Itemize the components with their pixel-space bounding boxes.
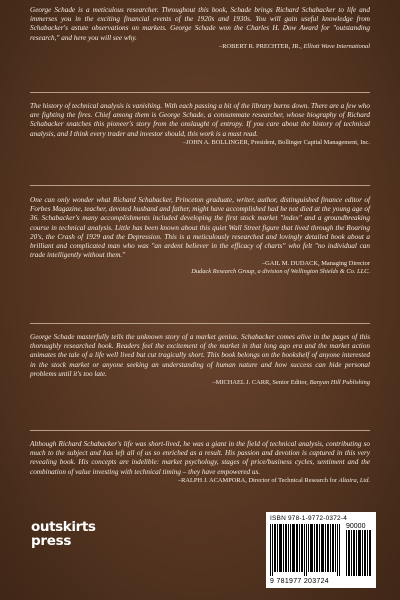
testimonial-text: Although Richard Schabacker's life was short-lived, he was a giant in the field of technical analysis, contributing so much to the subject and has left all of us so enriched as a result. His passion and devotion is captured in this very revealing book. His concepts are indelible: market psychology, stages of price/business cycles, sentiment and the combination of value investing with technical timing – they have empowered us.: [30, 440, 370, 476]
barcode-addon-bars-icon: [346, 530, 372, 576]
testimonial-affiliation: Altaira, Ltd.: [338, 476, 370, 484]
testimonial-text: The history of technical analysis is vanishing. With each passing a bit of the library burns down. There are a few who are fighting the fires. Chief among them is George Schade, a consummate researcher, whose biography of Richard Schabacker snatches this pioneer's story from the onslaught of entropy. If you care about the history of technical analysis, and I think every trader and investor should, this work is a must read.: [30, 102, 370, 138]
testimonial-text: One can only wonder what Richard Schabacker, Princeton graduate, writer, author, distinguished finance editor of Forbes Magazine, teacher, devoted husband and father, might have accomplished had he not died at the young age of 36. Schabacker's many accomplishments included developing the first stock market "index" and a groundbreaking course in technical analysis. Little has been known about this quiet Wall Street figure that lived through the Roaring 20's, the Crash of 1929 and the Depression. This is a meticulously researched and lovingly detailed book about a brilliant and complicated man who was "an ardent believer in the efficacy of charts" who felt "no individual can trade intelligently without them.": [30, 196, 370, 260]
price-addon-code: 90000: [346, 523, 366, 530]
divider: [30, 323, 370, 324]
testimonial-attribution: –JOHN A. BOLLINGER, President, Bollinger Capital Management, Inc.: [182, 138, 370, 146]
publisher-logo-line2: press: [31, 533, 72, 549]
divider: [30, 92, 370, 93]
testimonial-1: [30, 6, 370, 51]
testimonial-attribution: –RALPH J. ACAMPORA, Director of Technical Research for Altaira, Ltd.: [177, 476, 370, 484]
isbn-label: ISBN 978-1-9772-0372-4: [270, 515, 348, 522]
testimonial-attribution: –ROBERT R. PRECHTER, JR., Elliott Wave International: [219, 42, 370, 50]
testimonial-affiliation: Banyan Hill Publishing: [309, 379, 370, 387]
publisher-logo: [31, 520, 103, 548]
testimonial-affiliation: Elliott Wave International: [303, 42, 370, 50]
testimonial-text: George Schade masterfully tells the unknown story of a market genius. Schabacker comes alive in the pages of this thoroughly researched book. Readers feel the excitement of the market in that long ago era and the market action animates the tale of a life well lived but cut tragically short. This book belongs on the bookshelf of anyone interested in the stock market or anyone seeking an understanding of human nature and how success can hide personal problems until it's too late.: [30, 333, 370, 378]
testimonial-attribution: –GAIL M. DUDACK, Managing Director: [261, 260, 370, 268]
testimonial-2: [30, 102, 370, 147]
barcode-bars-icon: [270, 524, 342, 576]
testimonial-5: [30, 440, 370, 485]
testimonial-4: [30, 333, 370, 387]
publisher-logo-line1: outskirts: [31, 519, 96, 535]
divider: [30, 430, 370, 431]
testimonial-affiliation: Dudack Research Group, a division of Wellington Shields & Co. LLC.: [191, 268, 370, 276]
testimonial-3: [30, 196, 370, 276]
barcode-number: 9 781977 203724: [270, 578, 329, 585]
divider: [30, 185, 370, 186]
testimonial-text: George Schade is a meticulous researcher. Throughout this book, Schade brings Richard Schabacker to life and immerses you in the exciting financial events of the 1920s and 1930s. You will gain useful knowledge from Schabacker's astute observations on markets. George Schade won the Charles H. Dow Award for "outstanding research," and here you will see why.: [30, 6, 370, 42]
isbn-barcode: [266, 512, 376, 588]
testimonial-attribution: –MICHAEL J. CARR, Senior Editor, Banyan Hill Publishing: [212, 379, 370, 387]
